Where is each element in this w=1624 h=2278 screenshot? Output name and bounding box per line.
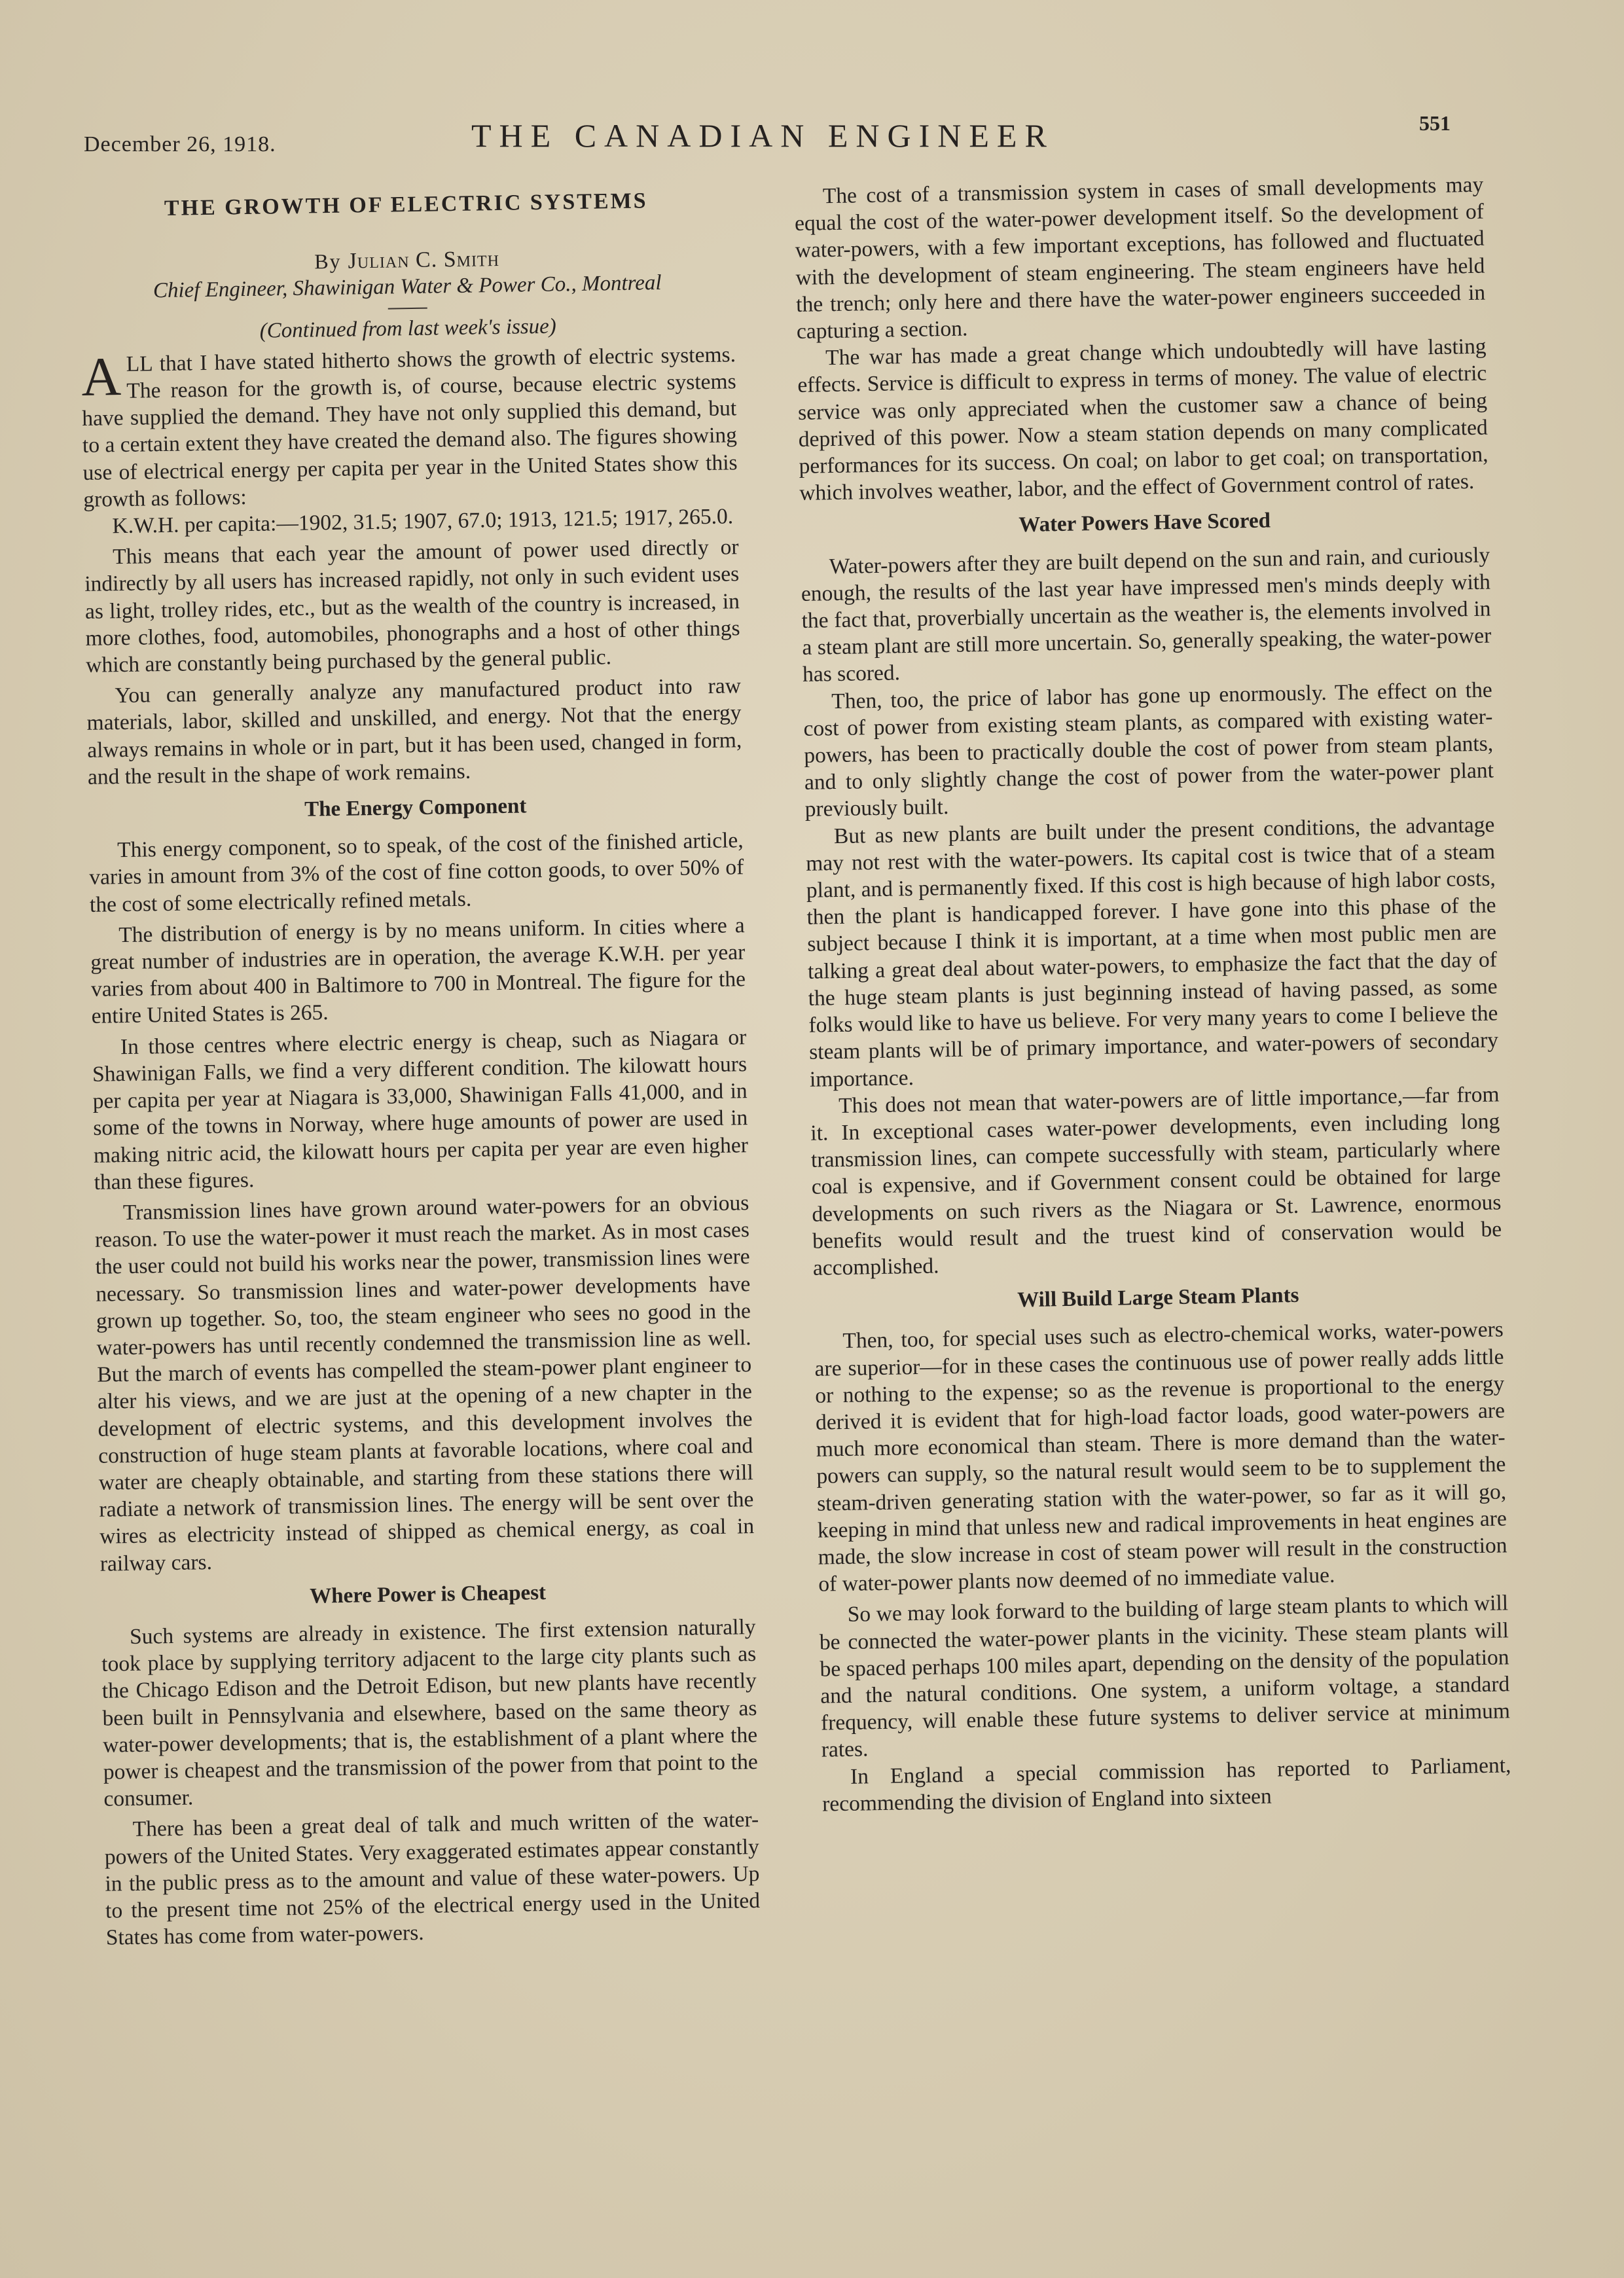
drop-cap: A (81, 346, 122, 408)
paragraph: Transmission lines have grown around water-powers for an obvious reason. To use the water-power it must reach the market. As in most cases the user could not build his works near the power, transmission lines were necessary. So transmission lines and water-power developments have grown up together. So, too, the steam engineer who sees no good in the water-powers has until recently condemned the transmission line as well. But the march of events has compelled the steam-power plant engineer to alter his views, and we are just at the opening of a new chapter in the development of electric systems, and this development involves the construction of huge steam plants at favorable locations, where coal and water are cheaply obtainable, and starting from these stations there will radiate a network of transmission lines. The energy will be sent over the wires as electricity instead of shipped as chemical energy, as coal in railway cars. (94, 1191, 755, 1576)
paragraph: There has been a great deal of talk and much written of the water-powers of the United States. Very exaggerated estimates appear constantly in the public press as to the amount and value of these water-powers. Up to the present time not 25% of the electrical energy used in the United States has come from water-powers. (104, 1807, 761, 1950)
author-affiliation: Chief Engineer, Shawinigan Water & Power Co., Montreal (153, 271, 662, 303)
paragraph: Water-powers after they are built depend on the sun and rain, and curiously enough, the results of the last year have impressed men's minds deeply with the fact that, proverbially uncertain as the weather is, the elements involved in a steam plant are still more uncertain. So, generally speaking, the water-power has scored. (801, 543, 1492, 687)
paragraph (81, 341, 738, 513)
subheading: Where Power is Cheapest (309, 1580, 547, 1608)
issue-date: December 26, 1918. (84, 132, 276, 156)
byline-by: By (314, 249, 342, 274)
paragraph: Then, too, for special uses such as electro-chemical works, water-powers are superior—for in these cases the continuous use of power really adds little or nothing to the expense; so as the revenue is proportional to the energy derived it is evident that for high-load factor loads, good water-powers are much more economical than steam. There is more demand than the water-powers can supply, so the natural result would seem to be to supplement the steam-driven generating station with the water-power, so far as it will go, keeping in mind that unless new and radical improvements in heat engines are made, the slow increase in cost of steam power will result in the construction of water-power plants now deemed of no immediate value. (814, 1317, 1507, 1597)
article-title: THE GROWTH OF ELECTRIC SYSTEMS (164, 189, 648, 221)
paragraph: The war has made a great change which undoubtedly will have lasting effects. Service is difficult to express in terms of money. The value of electric service was only appreciated when the customer saw a chance of being deprived of this power. Now a steam station depends on many complicated performances for its success. On coal; on labor to get coal; on transportation, which involves weather, labor, and the effect of Government control of rates. (797, 334, 1489, 506)
paragraph: In those centres where electric energy is cheap, such as Niagara or Shawinigan Falls, we find a very different condition. The kilowatt hours per capita per year at Niagara is 33,000, Shawinigan Falls 41,000, and in some of the towns in Norway, where huge amounts of power are used in making nitric acid, the kilowatt hours per capita per year are even higher than these figures. (92, 1024, 749, 1195)
running-header (0, 111, 1624, 157)
column-left (79, 186, 761, 1951)
paragraph: Then, too, the price of labor has gone up enormously. The effect on the cost of power from existing steam plants, as compared with existing water-powers, has been to practically double the cost of power from steam plants, and to only slightly change the cost of power from the water-power plant previously built. (803, 678, 1494, 822)
subheading: The Energy Component (304, 794, 527, 822)
kwh-figures: K.W.H. per capita:—1902, 31.5; 1907, 67.0; 1913, 121.5; 1917, 265.0. (112, 504, 734, 539)
paragraph: This does not mean that water-powers are of little importance,—far from it. In exceptional cases water-power developments, even including long transmission lines, can compete successfully with steam, particularly where coal is expensive, and if Government consent could be obtained for large developments on such rivers as the Niagara or St. Lawrence, enormous benefits would result and the truest kind of conservation would be accomplished. (810, 1082, 1502, 1280)
paragraph: In England a special commission has reported to Parliament, recommending the division of England into sixteen (821, 1752, 1511, 1817)
author-name: Julian C. Smith (348, 247, 500, 274)
subheading: Will Build Large Steam Plants (1017, 1283, 1299, 1312)
column-right (794, 172, 1511, 1818)
paragraph-text: LL that I have stated hitherto shows the growth of electric systems. The reason for the growth is, of course, because electric systems have supplied the demand. They have not only supplied this demand, but to a certain extent they have created the demand also. The figures showing use of electrical energy per capita per year in the United States show this growth as follows: (82, 342, 738, 512)
paragraph: Such systems are already in existence. The first extension naturally took place by supplying territory adjacent to the large city plants such as the Chicago Edison and the Detroit Edison, but new plants have recently been built in Pennsylvania and elsewhere, based on the same theory as water-power developments; that is, the establishment of a plant where the power is cheapest and the transmission of the power from that point to the consumer. (101, 1614, 758, 1811)
paragraph: So we may look forward to the building of large steam plants to which will be connected the water-power plants in the vicinity. These steam plants will be spaced perhaps 100 miles apart, depending on the density of the population and the natural conditions. One system, a uniform voltage, a standard frequency, will enable these future systems to deliver service at minimum rates. (819, 1591, 1511, 1763)
paragraph: The distribution of energy is by no means uniform. In cities where a great number of industries are in operation, the average K.W.H. per year varies from about 400 in Baltimore to 700 in Montreal. The figure for the entire United States is 265. (90, 913, 746, 1029)
subheading: Water Powers Have Scored (1019, 509, 1271, 537)
continued-note: (Continued from last week's issue) (259, 314, 557, 343)
paragraph: But as new plants are built under the present conditions, the advantage may not rest with the water-powers. Its capital cost is twice that of a steam plant, and is permanently fixed. If this cost is high because of high labor costs, then the plant is handicapped forever. I have gone into this phase of the subject because I think it is important, at a time when most public men are talking a great deal about water-powers, to emphasize the fact that the day of the huge steam plants is just beginning instead of having passed, as some folks would like to have us believe. For very many years to come I believe the steam plants will be of primary importance, and water-powers of secondary importance. (805, 812, 1499, 1092)
paragraph: This means that each year the amount of power used directly or indirectly by all users has increased rapidly, not only in such evident uses as light, trolley rides, etc., but as the wealth of the country is increased, in more clothes, food, automobiles, phonographs and a host of other things which are constantly being purchased by the general public. (84, 535, 740, 678)
paragraph: The cost of a transmission system in cases of small developments may equal the cost of the water-power development itself. So the development of water-powers, with a few important exceptions, has followed and fluctuated with the development of steam engineering. The steam engineers have held the trench; only here and there have the water-power engineers succeeded in capturing a section. (794, 172, 1486, 344)
paragraph: This energy component, so to speak, of the cost of the finished article, varies in amount from 3% of the cost of fine cotton goods, to over 50% of the cost of some electrically refined metals. (89, 828, 744, 917)
page-number: 551 (1419, 111, 1451, 135)
paragraph: You can generally analyze any manufactured product into raw materials, labor, skilled and unskilled, and energy. Not that the energy always remains in whole or in part, but it has been used, changed in form, and the result in the shape of work remains. (86, 674, 742, 789)
divider-rule (388, 307, 427, 309)
journal-title: THE CANADIAN ENGINEER (471, 117, 1055, 154)
